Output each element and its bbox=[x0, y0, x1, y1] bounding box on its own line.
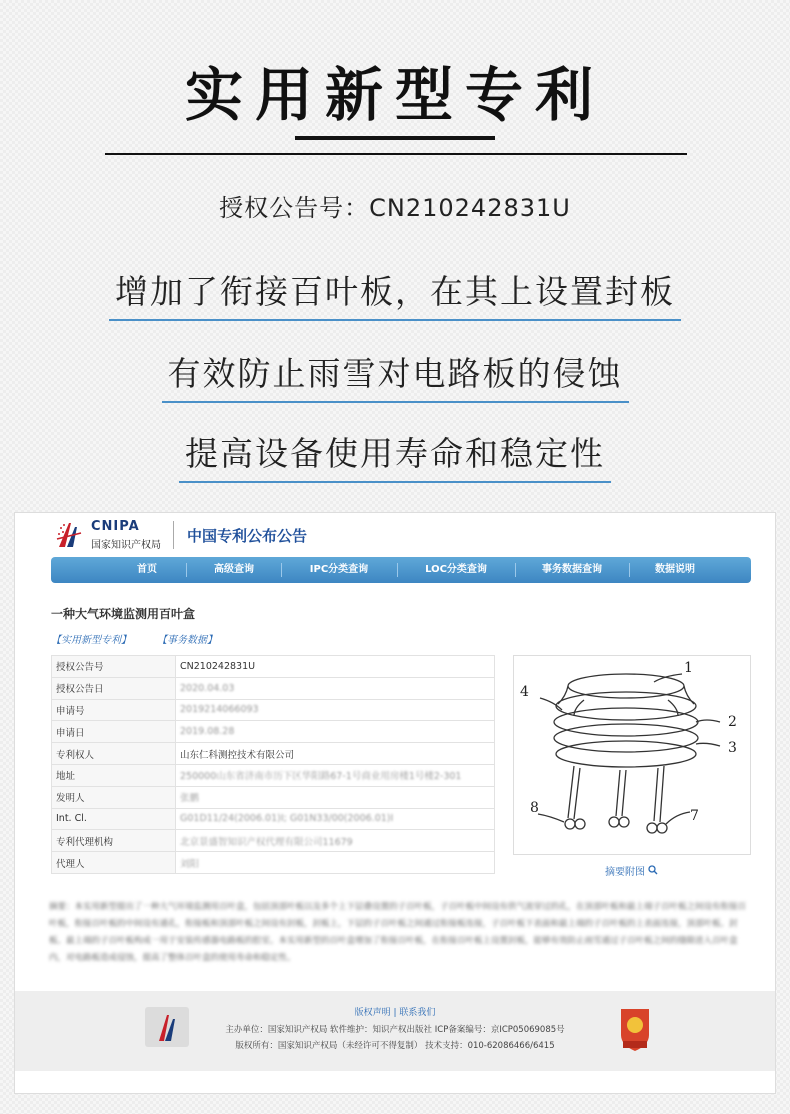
gov-site-badge-icon[interactable] bbox=[617, 1005, 653, 1053]
figure-label-2: 2 bbox=[728, 714, 737, 730]
main-nav bbox=[51, 557, 751, 583]
nav-divider bbox=[629, 563, 630, 577]
patent-screenshot-panel bbox=[14, 512, 776, 1094]
site-header bbox=[15, 513, 775, 557]
feature-3-text: 提高设备使用寿命和稳定性 bbox=[179, 428, 611, 483]
field-label: 发明人 bbox=[52, 786, 176, 808]
table-row bbox=[52, 656, 495, 678]
nav-divider bbox=[515, 563, 516, 577]
field-value: 刘阳 bbox=[176, 852, 495, 874]
abstract-figure-link[interactable] bbox=[605, 863, 658, 878]
nav-loc-search[interactable]: LOC分类查询 bbox=[425, 564, 487, 575]
nav-transaction-search[interactable]: 事务数据查询 bbox=[542, 564, 602, 575]
field-label: Int. Cl. bbox=[52, 808, 176, 830]
field-value: 张鹏 bbox=[176, 786, 495, 808]
figure-label-3: 3 bbox=[728, 740, 737, 756]
field-value: 2019214066093 bbox=[176, 699, 495, 721]
site-footer bbox=[15, 991, 775, 1071]
footer-links[interactable]: 版权声明 | 联系我们 bbox=[354, 1008, 436, 1018]
nav-divider bbox=[281, 563, 282, 577]
hero-title: 实用新型专利 bbox=[184, 61, 605, 129]
tag-utility-model[interactable]: 【实用新型专利】 bbox=[51, 635, 131, 646]
field-label: 授权公告日 bbox=[52, 677, 176, 699]
table-row bbox=[52, 743, 495, 765]
field-value: 250000山东省济南市历下区华阳路67-1号商业用房楼1号楼2-301 bbox=[176, 764, 495, 786]
field-label: 专利权人 bbox=[52, 743, 176, 765]
field-value: 北京景盛智知识产权代理有限公司11679 bbox=[176, 830, 495, 852]
title-underline-thick bbox=[295, 136, 495, 140]
feature-1-text: 增加了衔接百叶板，在其上设置封板 bbox=[109, 266, 681, 321]
magnifier-icon bbox=[648, 865, 658, 875]
nav-ipc-search[interactable]: IPC分类查询 bbox=[309, 564, 369, 575]
field-label: 专利代理机构 bbox=[52, 830, 176, 852]
feature-2-text: 有效防止雨雪对电路板的侵蚀 bbox=[162, 348, 629, 403]
abstract-figure[interactable] bbox=[513, 655, 751, 855]
nav-advanced-search[interactable]: 高级查询 bbox=[214, 564, 254, 575]
field-label: 授权公告号 bbox=[52, 656, 176, 678]
footer-sponsor: 主办单位：国家知识产权局 软件维护：知识产权出版社 ICP备案编号：京ICP05069085号 bbox=[225, 1025, 565, 1035]
abstract-text: 摘要：本实用新型提出了一种大气环境监测用百叶盒，包括顶部叶板以及多个上下层叠设置的子百叶板，子百叶板中间设有供气流穿过的孔，在顶部叶板和最上端子百叶板之间设有衔接百叶板，衔接百叶板的中间设有通孔，衔接板和顶部叶板之间设有封板，封板上，下层的子百叶板之间通过衔接板连接，子百叶板下表面和最上端的子百叶板的上表面连接，顶部叶板、封板、最上端的子百叶板构成一用于安装传感器电路板的腔室。本实用新型的百叶盒增加了衔接百叶板，在衔接百叶板上设置封板，能够有效防止雨雪通过子百叶板之间的缝隙进入百叶盒内，对电路板造成侵蚀，提高了整体百叶盒的使用寿命和稳定性。 bbox=[49, 902, 747, 963]
figure-label-1: 1 bbox=[684, 660, 693, 676]
nav-data-help[interactable]: 数据说明 bbox=[655, 564, 695, 575]
feature-3 bbox=[0, 428, 790, 483]
field-value: CN210242831U bbox=[176, 656, 495, 678]
document-title: 一种大气环境监测用百叶盒 bbox=[51, 607, 196, 621]
tag-transaction-data[interactable]: 【事务数据】 bbox=[157, 635, 217, 646]
feature-1 bbox=[0, 266, 790, 321]
table-row bbox=[52, 786, 495, 808]
table-row bbox=[52, 721, 495, 743]
field-label: 地址 bbox=[52, 764, 176, 786]
table-row bbox=[52, 699, 495, 721]
footer-copyright: 版权所有：国家知识产权局（未经许可不得复制） 技术支持：010-62086466/6415 bbox=[235, 1041, 555, 1051]
figure-label-4: 4 bbox=[520, 684, 529, 700]
figure-label-8: 8 bbox=[530, 800, 539, 816]
nav-divider bbox=[186, 563, 187, 577]
field-value: 2019.08.28 bbox=[176, 721, 495, 743]
feature-2 bbox=[0, 348, 790, 403]
patent-info-table bbox=[51, 655, 495, 874]
table-row bbox=[52, 764, 495, 786]
field-value: 2020.04.03 bbox=[176, 677, 495, 699]
field-value: 山东仁科测控技术有限公司 bbox=[176, 743, 495, 765]
louver-box-drawing bbox=[514, 656, 750, 854]
table-row bbox=[52, 677, 495, 699]
figure-label-7: 7 bbox=[690, 808, 699, 824]
site-title: 中国专利公布公告 bbox=[187, 527, 308, 545]
title-underline-thin bbox=[105, 153, 687, 155]
field-label: 代理人 bbox=[52, 852, 176, 874]
table-row bbox=[52, 852, 495, 874]
figure-link-text: 摘要附图 bbox=[605, 867, 645, 878]
table-row bbox=[52, 830, 495, 852]
table-row bbox=[52, 808, 495, 830]
nav-divider bbox=[397, 563, 398, 577]
cnipa-logo-icon bbox=[55, 519, 85, 551]
nav-home[interactable]: 首页 bbox=[137, 564, 157, 575]
field-value: G01D11/24(2006.01)I; G01N33/00(2006.01)I bbox=[176, 808, 495, 830]
cnipa-logo-subtitle: 国家知识产权局 bbox=[91, 540, 161, 551]
cnipa-logo-text: CNIPA bbox=[91, 519, 140, 534]
patent-number: 授权公告号：CN210242831U bbox=[219, 194, 571, 222]
header-divider bbox=[173, 521, 174, 549]
field-label: 申请日 bbox=[52, 721, 176, 743]
field-label: 申请号 bbox=[52, 699, 176, 721]
